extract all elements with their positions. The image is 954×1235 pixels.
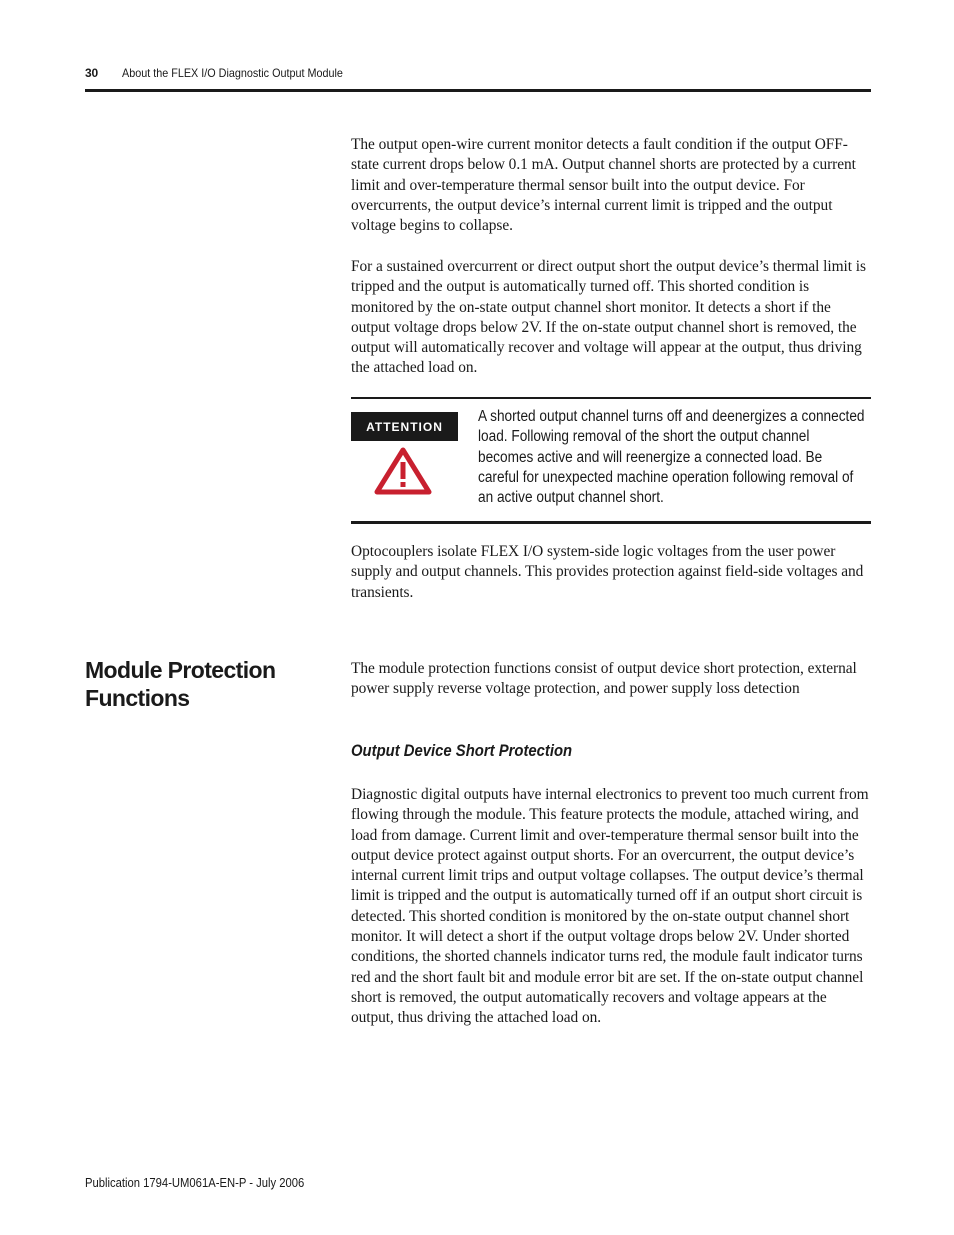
header-rule xyxy=(85,89,871,92)
warning-triangle-icon xyxy=(374,447,432,495)
attention-top-rule xyxy=(351,397,871,399)
warning-exclamation-bar xyxy=(401,462,406,479)
subsection-heading: Output Device Short Protection xyxy=(351,742,573,760)
paragraph-optocouplers: Optocouplers isolate FLEX I/O system-side logic voltages from the user power supply and output channels. This provides protection against field-side voltages and transients. xyxy=(351,543,864,601)
page-number: 30 xyxy=(85,66,98,80)
section-heading: Module Protection Functions xyxy=(85,657,276,711)
warning-exclamation-dot xyxy=(401,482,406,487)
footer-publication: Publication 1794-UM061A-EN-P - July 2006 xyxy=(85,1176,305,1190)
attention-bottom-rule xyxy=(351,521,871,524)
paragraph-sustained-overcurrent: For a sustained overcurrent or direct output short the output device’s thermal limit is tripped and the output is automatically turned off. This shorted condition is monitored by the on-state output channel short monitor. It detects a short if the output voltage drops below 2V. If the on-state output channel short is removed, the output will automatically recover and voltage will appear at the output, thus driving the attached load on. xyxy=(351,258,866,377)
attention-label: ATTENTION xyxy=(351,412,458,441)
attention-message: A shorted output channel turns off and deenergizes a connected load. Following removal of the short the output channel becomes active and will reenergize a connected load. Be careful for unexpected machine operation following removal of an active output channel short. xyxy=(478,408,865,507)
paragraph-protection-functions: The module protection functions consist of output device short protection, external power supply reverse voltage protection, and power supply loss detection xyxy=(351,660,857,698)
running-header-title: About the FLEX I/O Diagnostic Output Module xyxy=(122,66,343,80)
paragraph-open-wire-monitor: The output open-wire current monitor detects a fault condition if the output OFF-state current drops below 0.1 mA. Output channel shorts are protected by a current limit and over-temperature thermal sensor built into the output device. For overcurrents, the output device’s internal current limit is tripped and the output voltage begins to collapse. xyxy=(351,136,856,235)
paragraph-short-protection: Diagnostic digital outputs have internal electronics to prevent too much current from flowing through the module. This feature protects the module, attached wiring, and load from damage. Current limit and over-temperature thermal sensor built into the output device protect against output shorts. For an overcurrent, the output device’s internal current limit trips and output voltage collapses. The output device’s thermal limit is tripped and the output is automatically turned off if an output short circuit is detected. This shorted condition is monitored by the on-state output channel short monitor. It will detect a short if the output voltage drops below 2V. Under shorted conditions, the shorted channels indicator turns red, the module fault indicator turns red and the short fault bit and module error bit are set. If the on-state output channel short is removed, the output automatically recovers and voltage appears at the output, thus driving the attached load on. xyxy=(351,786,869,1027)
